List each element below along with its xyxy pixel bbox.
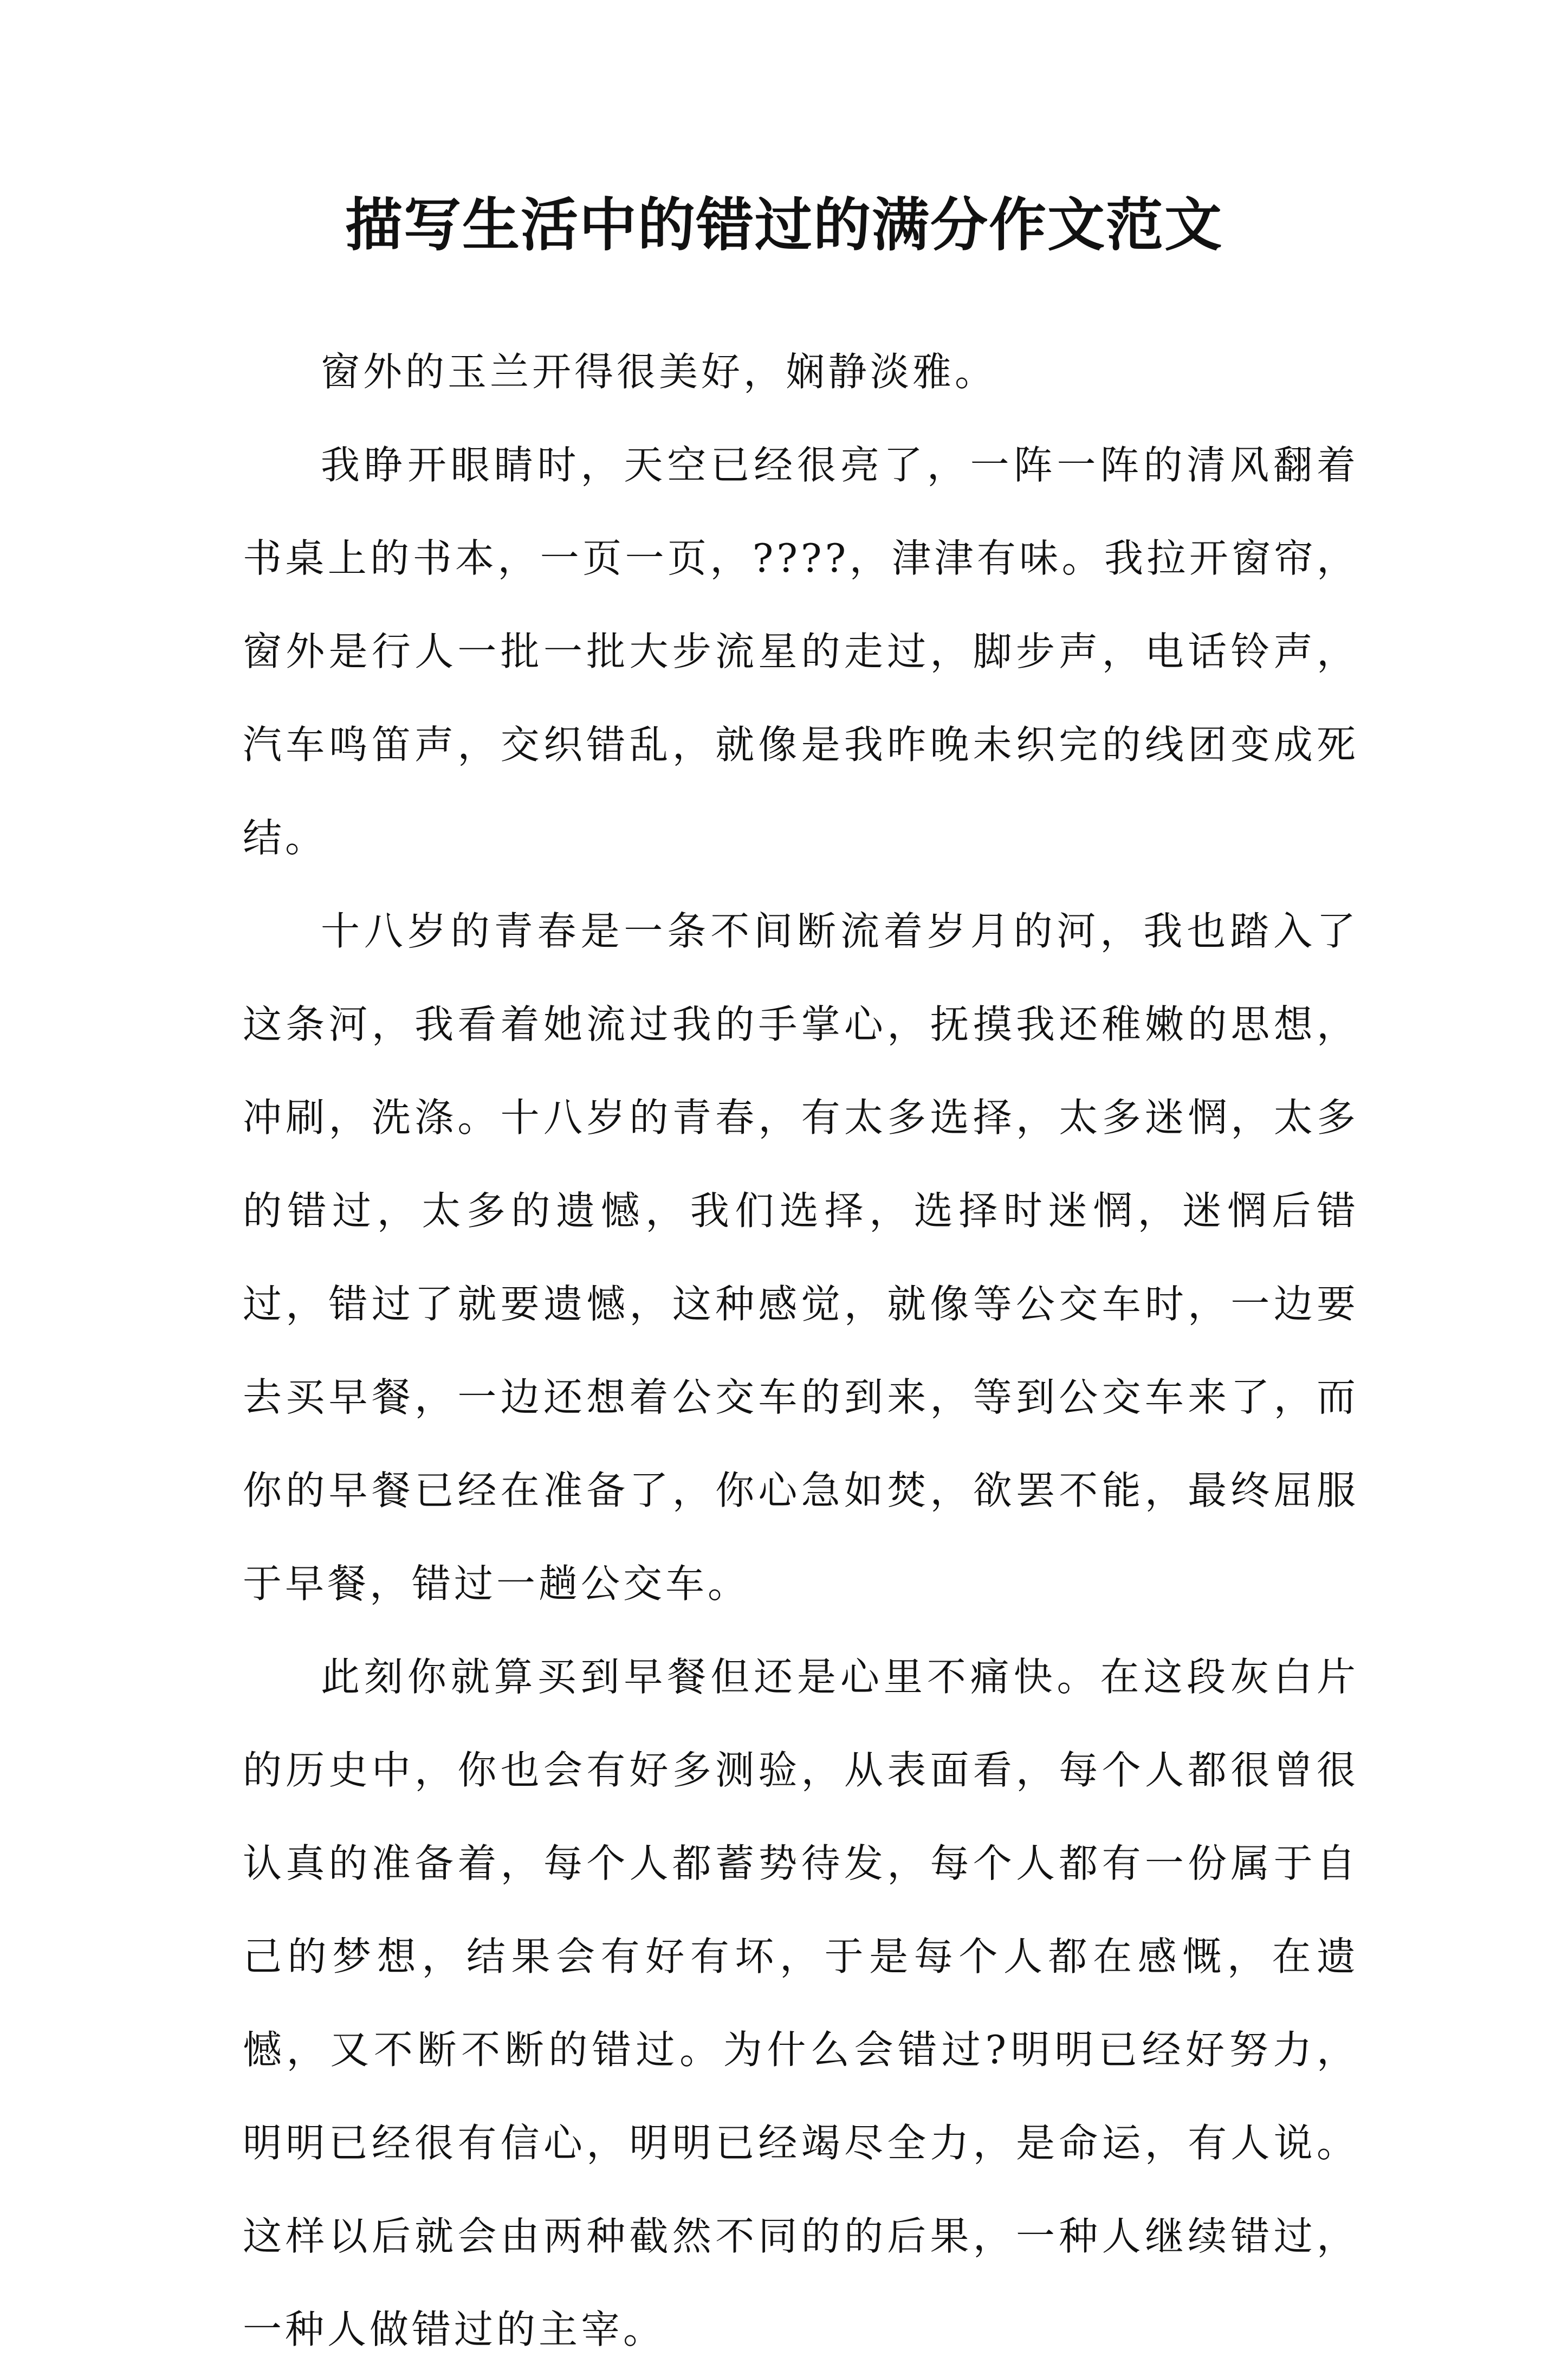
document-body [243,325,1359,2376]
paragraph-1: 窗外的玉兰开得很美好，娴静淡雅。 [321,349,997,395]
document-title: 描写生活中的错过的满分作文范文 [345,191,1223,259]
paragraph-3: 十八岁的青春是一条不间断流着岁月的河，我也踏入了这条河，我看着她流过我的手掌心，抚摸我还稚嫩的思想，冲刷，洗涤。十八岁的青春，有太多选择，太多迷惘，太多的错过，太多的遗憾，我们选择，选择时迷惘，迷惘后错过，错过了就要遗憾，这种感觉，就像等公交车时，一边要去买早餐，一边还想着公交车的到来，等到公交车来了，而你的早餐已经在准备了，你心急如焚，欲罢不能，最终屈服于早餐，错过一趟公交车。 [243,908,1359,1606]
paragraph-4: 此刻你就算买到早餐但还是心里不痛快。在这段灰白片的历史中，你也会有好多测验，从表面看，每个人都很曾很认真的准备着，每个人都蓄势待发，每个人都有一份属于自己的梦想，结果会有好有坏，于是每个人都在感慨，在遗憾，又不断不断的错过。为什么会错过?明明已经好努力，明明已经很有信心，明明已经竭尽全力，是命运，有人说。这样以后就会由两种截然不同的的后果，一种人继续错过，一种人做错过的主宰。 [243,1654,1359,2352]
paragraph-2: 我睁开眼睛时，天空已经很亮了，一阵一阵的清风翻着书桌上的书本，一页一页，????，津津有味。我拉开窗帘，窗外是行人一批一批大步流星的走过，脚步声，电话铃声，汽车鸣笛声，交织错乱，就像是我昨晚未织完的线团变成死结。 [243,442,1359,861]
